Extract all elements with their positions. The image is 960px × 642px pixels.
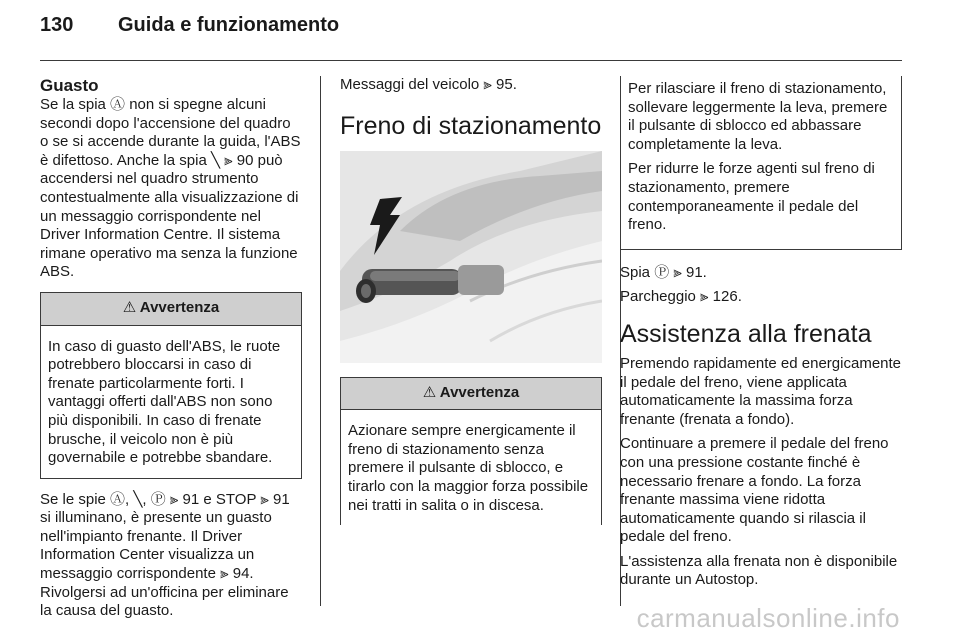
assistenza-paragraph-3: L'assistenza alla frenata non è disponibile durante un Autostop. [620,552,898,589]
warning-header [341,378,601,411]
vehicle-messages-reference: Messaggi del veicolo ⫸ 95. [340,76,517,93]
header-rule [40,60,902,61]
warning-box-right-edge [601,400,602,520]
assistenza-paragraph-2: Continuare a premere il pedale del freno con una pressione costante finché è necessario frenare a fondo. La forza frenante massima viene ridotta automaticamente quando si rilascia il pedale del freno. [620,435,889,546]
tip-release-text: Per rilasciare il freno di stazionamento, sollevare leggermente la leva, premere il pulsante di sblocco ed abbassare completamente la leva. [628,80,888,153]
column-3 [620,76,902,596]
page-header [40,14,339,50]
spia-reference: Spia Ⓟ ⫸ 91. [620,263,707,281]
warning-title: Avvertenza [439,383,520,401]
column-divider-1 [320,76,321,606]
section-title-guasto: Guasto [40,76,99,95]
heading-assistenza-alla-frenata: Assistenza alla frenata [620,319,872,348]
warning-text: In caso di guasto dell'ABS, le ruote potrebbero bloccarsi in caso di frenate particolarmente forti. I vantaggi offerti dall'ABS non sono più disponibili. In caso di frenate brusche, il veicolo non è più governabile e potrebbe sbandare. [48,337,281,467]
warning-box-left-edge [340,400,341,520]
warning-triangle-icon: ⚠ [422,383,437,401]
guasto-paragraph-2: Se le spie Ⓐ, ╲, Ⓟ ⫸ 91 e STOP ⫸ 91 si illuminano, è presente un guasto nell'impianto frenante. Il Driver Information Center visualizza un messaggio corrispondente ⫸ 94. Rivolgersi ad un'officina per eliminare la causa del guasto. [40,490,290,620]
warning-title: Avvertenza [139,298,220,316]
warning-body [341,410,601,525]
tip-box-parking-brake [620,76,902,250]
assistenza-paragraph-1: Premendo rapidamente ed energicamente il pedale del freno, viene applicata automaticamente la massima forza frenante (frenata a fondo). [620,354,902,428]
warning-text: Azionare sempre energicamente il freno di stazionamento senza premere il pulsante di sblocco, e tirarlo con la maggior forza possibile nei tratti in salita o in discesa. [348,422,589,514]
warning-box-parking-brake [340,377,602,526]
tip-reduce-force-text: Per ridurre le forze agenti sul freno di stazionamento, premere contemporaneamente il pedale del freno. [628,160,875,234]
guasto-paragraph-1: Se la spia Ⓐ non si spegne alcuni secondi dopo l'accensione del quadro o se si accende durante la guida, l'ABS è difettoso. Anche la spia ╲ ⫸ 90 può accendersi nel quadro strumento contestualmente alla visualizzazione di un messaggio corrispondente nel Driver Information Centre. Il sistema rimane operativo ma senza la funzione ABS. [40,96,301,281]
warning-body [41,326,301,478]
chapter-title: Guida e funzionamento [118,14,340,36]
page-number: 130 [40,14,74,36]
parking-brake-lever-image [340,151,602,363]
heading-freno-di-stazionamento: Freno di stazionamento [340,111,602,140]
warning-box-abs [40,292,302,479]
watermark: carmanualsonline.info [636,603,900,633]
column-1 [40,76,302,627]
warning-header [41,293,301,326]
warning-triangle-icon: ⚠ [122,298,137,316]
parcheggio-reference: Parcheggio ⫸ 126. [620,288,742,306]
column-2 [340,76,602,537]
parking-brake-illustration [340,151,602,363]
